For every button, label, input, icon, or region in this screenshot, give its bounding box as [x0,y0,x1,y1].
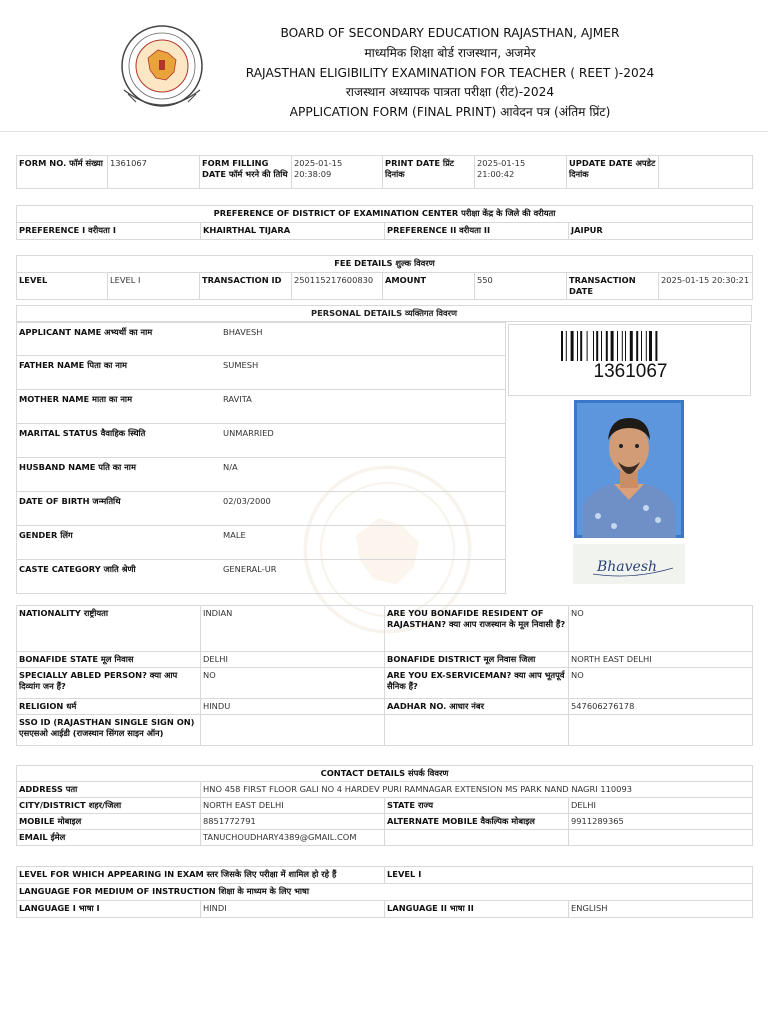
barcode-bar [636,331,638,361]
barcode-bar [655,331,657,361]
signature-text: Bhavesh [597,559,658,575]
board-title-hi: माध्यमिक शिक्षा बोर्ड राजस्थान, अजमेर [364,45,536,60]
barcode-bar [601,331,602,361]
marital-status-value: UNMARRIED [223,428,274,438]
personal-row [16,526,506,560]
city-value: NORTH EAST DELHI [201,798,385,814]
aadhar-value: 547606276178 [569,699,753,715]
caste-category-value: GENERAL-UR [223,564,277,574]
update-date-label: UPDATE DATE अपडेट दिनांक [567,156,659,189]
personal-details-header: PERSONAL DETAILS व्यक्तिगत विवरण [16,305,752,322]
personal-row [16,390,506,424]
mobile-label: MOBILE मोबाइल [17,814,201,830]
fee-level-label: LEVEL [17,273,108,300]
form-info-table [16,155,753,189]
form-no-value: 1361067 [108,156,200,189]
husband-name-value: N/A [223,462,238,472]
barcode-number: 1361067 [593,361,668,382]
barcode-bar [617,331,618,361]
transaction-date-label: TRANSACTION DATE [567,273,659,300]
barcode-bar [580,331,582,361]
personal-row [16,356,506,390]
ex-serviceman-label: ARE YOU EX-SERVICEMAN? क्या आप भूतपूर्व सैनिक हैं? [385,668,569,699]
exam-title-hi: राजस्थान अध्यापक पात्रता परीक्षा (रीट)-2024 [345,85,555,100]
barcode-bar [571,331,574,361]
date-of-birth-label: DATE OF BIRTH जन्मतिथि [19,496,121,506]
mother-name-value: RAVITA [223,394,252,404]
barcode-bar [596,331,598,361]
barcode-bar [630,331,633,361]
personal-row [16,458,506,492]
alternate-mobile-value: 9911289365 [569,814,753,830]
preference-1-value: KHAIRTHAL TIJARA [201,223,385,240]
personal-row [16,492,506,526]
barcode-bar [606,331,608,361]
exam-title-en: RAJASTHAN ELIGIBILITY EXAMINATION FOR TEACHER ( REET )-2024 [245,65,655,80]
address-label: ADDRESS पता [17,782,201,798]
personal-row [16,424,506,458]
language-1-label: LANGUAGE I भाषा I [17,901,201,918]
print-date-value: 2025-01-15 21:00:42 [475,156,567,189]
fee-details-header: FEE DETAILS शुल्क विवरण [17,256,753,273]
language-1-value: HINDI [201,901,385,918]
mother-name-label: MOTHER NAME माता का नाम [19,394,133,404]
bonafide-state-label: BONAFIDE STATE मूल निवास [17,652,201,668]
barcode-bar [625,331,626,361]
language-2-value: ENGLISH [569,901,753,918]
personal-row [16,322,506,356]
husband-name-label: HUSBAND NAME पति का नाम [19,462,136,472]
nationality-value: INDIAN [201,606,385,652]
ex-serviceman-value: NO [569,668,753,699]
other-details-table [16,605,753,746]
transaction-id-label: TRANSACTION ID [200,273,292,300]
caste-category-label: CASTE CATEGORY जाति श्रेणी [19,564,136,574]
barcode-bar [649,331,652,361]
applicant-signature [573,544,685,584]
marital-status-label: MARITAL STATUS वैवाहिक स्थिति [19,428,146,438]
barcode-bar [622,331,623,361]
father-name-value: SUMESH [223,360,259,370]
preference-2-label: PREFERENCE II वरीयता II [385,223,569,240]
form-title: APPLICATION FORM (FINAL PRINT) आवेदन पत्र (अंतिम प्रिंट) [289,105,611,120]
applicant-name-value: BHAVESH [223,327,263,337]
gender-value: MALE [223,530,246,540]
barcode-bar [587,331,588,361]
district-preference-table [16,205,753,240]
exam-level-table [16,866,753,918]
barcode-panel [508,324,751,396]
applicant-name-label: APPLICANT NAME अभ्यर्थी का नाम [19,327,153,337]
barcode-bar [646,331,647,361]
amount-label: AMOUNT [383,273,475,300]
preference-2-value: JAIPUR [569,223,753,240]
bonafide-district-label: BONAFIDE DISTRICT मूल निवास जिला [385,652,569,668]
aadhar-label: AADHAR NO. आधार नंबर [385,699,569,715]
state-value: DELHI [569,798,753,814]
barcode-bar [561,331,563,361]
state-label: STATE राज्य [385,798,569,814]
applicant-photo [574,400,684,538]
print-date-label: PRINT DATE प्रिंट दिनांक [383,156,475,189]
district-preference-header: PREFERENCE OF DISTRICT OF EXAMINATION CENTER परीक्षा केंद्र के जिले की वरीयता [17,206,753,223]
gender-label: GENDER लिंग [19,530,73,540]
fee-details-table [16,255,753,300]
language-2-label: LANGUAGE II भाषा II [385,901,569,918]
board-seal-logo [114,20,210,116]
board-title-en: BOARD OF SECONDARY EDUCATION RAJASTHAN, AJMER [280,26,620,40]
specially-abled-label: SPECIALLY ABLED PERSON? क्या आप दिव्यांग जन हैं? [17,668,201,699]
email-value: TANUCHOUDHARY4389@GMAIL.COM [201,830,385,846]
transaction-date-value: 2025-01-15 20:30:21 [659,273,753,300]
alternate-mobile-label: ALTERNATE MOBILE वैकल्पिक मोबाइल [385,814,569,830]
photo-signature-panel [508,396,751,593]
filling-date-label: FORM FILLING DATE फॉर्म भरने की तिथि [200,156,292,189]
personal-row [16,560,506,594]
mobile-value: 8851772791 [201,814,385,830]
barcode-bar [611,331,614,361]
bonafide-district-value: NORTH EAST DELHI [569,652,753,668]
barcode-bar [641,331,642,361]
religion-value: HINDU [201,699,385,715]
medium-language-label: LANGUAGE FOR MEDIUM OF INSTRUCTION शिक्षा के माध्यम के लिए भाषा [17,884,753,901]
contact-details-table [16,765,753,846]
fee-level-value: LEVEL I [108,273,200,300]
contact-details-header: CONTACT DETAILS संपर्क विवरण [17,766,753,782]
bonafide-state-value: DELHI [201,652,385,668]
sso-id-label: SSO ID (RAJASTHAN SINGLE SIGN ON) एसएसओ आईडी (राजस्थान सिंगल साइन ऑन) [17,715,201,746]
nationality-label: NATIONALITY राष्ट्रीयता [17,606,201,652]
form-no-label: FORM NO. फॉर्म संख्या [17,156,108,189]
date-of-birth-value: 02/03/2000 [223,496,271,506]
address-value: HNO 458 FIRST FLOOR GALI NO 4 HARDEV PURI RAMNAGAR EXTENSION MS PARK NAND NAGRI 110093 [201,782,753,798]
preference-1-label: PREFERENCE I वरीयता I [17,223,201,240]
bonafide-resident-value: NO [569,606,753,652]
religion-label: RELIGION धर्म [17,699,201,715]
transaction-id-value: 250115217600830 [292,273,383,300]
header-titles [230,24,670,123]
update-date-value [659,156,753,189]
filling-date-value: 2025-01-15 20:38:09 [292,156,383,189]
city-label: CITY/DISTRICT शहर/जिला [17,798,201,814]
sso-id-value [201,715,385,746]
barcode-bar [566,331,567,361]
barcode-bar [577,331,578,361]
exam-level-value: LEVEL I [385,867,753,884]
exam-level-label: LEVEL FOR WHICH APPEARING IN EXAM स्तर जिसके लिए परीक्षा में शामिल हो रहे हैं [17,867,385,884]
father-name-label: FATHER NAME पिता का नाम [19,360,127,370]
page-header [0,0,768,132]
specially-abled-value: NO [201,668,385,699]
barcode-bar [593,331,594,361]
email-label: EMAIL ईमेल [17,830,201,846]
bonafide-resident-label: ARE YOU BONAFIDE RESIDENT OF RAJASTHAN? क्या आप राजस्थान के मूल निवासी हैं? [385,606,569,652]
amount-value: 550 [475,273,567,300]
barcode-image [561,331,701,361]
